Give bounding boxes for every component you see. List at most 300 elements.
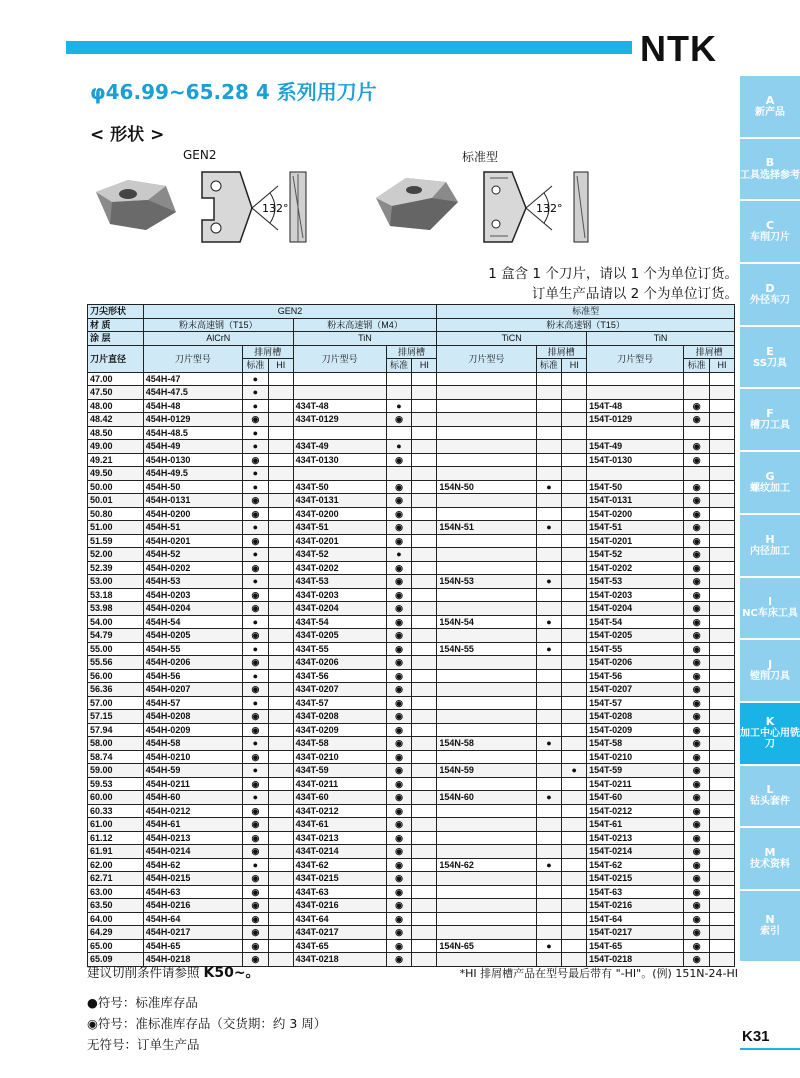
cell-std-ticn-model — [437, 453, 536, 467]
cell-gen2-t15-hi — [268, 831, 293, 845]
cell-std-ticn-hi — [562, 737, 587, 751]
coating-c: TiCN — [437, 332, 587, 346]
table-row — [88, 548, 735, 562]
sidebar-tab-label: 车削刀片 — [750, 232, 790, 244]
cell-std-ticn-hi — [562, 723, 587, 737]
cell-std-tin-hi — [710, 656, 735, 670]
cell-diameter: 56.36 — [88, 683, 144, 697]
cell-gen2-m4-model: 434T-64 — [293, 912, 386, 926]
cell-std-ticn-std — [536, 426, 562, 440]
cell-diameter: 57.15 — [88, 710, 144, 724]
col-hi: HI — [412, 359, 437, 373]
cell-std-ticn-model: 154N-62 — [437, 858, 536, 872]
sidebar-tab-letter: B — [765, 156, 775, 170]
cell-diameter: 53.00 — [88, 575, 144, 589]
cell-diameter: 48.00 — [88, 399, 144, 413]
cell-std-ticn-std: ● — [536, 642, 562, 656]
cell-std-ticn-hi — [562, 912, 587, 926]
cell-gen2-m4-hi — [412, 683, 437, 697]
cell-std-tin-std: ◉ — [684, 561, 710, 575]
cell-gen2-m4-hi — [412, 831, 437, 845]
cell-std-tin-std: ◉ — [684, 831, 710, 845]
cell-std-tin-std: ◉ — [684, 615, 710, 629]
table-row — [88, 683, 735, 697]
cell-std-ticn-std — [536, 764, 562, 778]
cell-gen2-t15-model: 454H-0200 — [143, 507, 242, 521]
cell-std-ticn-std — [536, 602, 562, 616]
cell-gen2-t15-hi — [268, 494, 293, 508]
cell-gen2-t15-model: 454H-0215 — [143, 872, 242, 886]
cell-std-ticn-model — [437, 588, 536, 602]
sidebar-tab-c[interactable] — [740, 201, 800, 264]
cell-std-ticn-model — [437, 818, 536, 832]
cell-std-tin-model: 154T-0129 — [587, 413, 684, 427]
cell-gen2-m4-hi — [412, 723, 437, 737]
cell-gen2-m4-model: 434T-63 — [293, 885, 386, 899]
coating-d: TiN — [587, 332, 735, 346]
cell-std-tin-hi — [710, 926, 735, 940]
cell-std-ticn-hi — [562, 413, 587, 427]
cell-diameter: 60.00 — [88, 791, 144, 805]
cell-gen2-m4-std: ◉ — [386, 764, 412, 778]
table-row — [88, 831, 735, 845]
cell-std-tin-model: 154T-0212 — [587, 804, 684, 818]
cell-gen2-m4-hi — [412, 656, 437, 670]
cell-std-ticn-model — [437, 899, 536, 913]
cell-gen2-t15-std: ◉ — [242, 818, 268, 832]
table-row — [88, 818, 735, 832]
cell-gen2-t15-model: 454H-0211 — [143, 777, 242, 791]
col-groove: 排屑槽 — [536, 345, 587, 359]
cell-std-tin-std: ◉ — [684, 453, 710, 467]
sidebar-tab-h[interactable] — [740, 515, 800, 578]
cell-std-tin-model: 154T-63 — [587, 885, 684, 899]
cell-gen2-m4-hi — [412, 561, 437, 575]
order-note-1: 1 盒含 1 个刀片，请以 1 个为单位订货。 — [488, 266, 738, 282]
cell-std-ticn-model — [437, 426, 536, 440]
cell-gen2-t15-std: ● — [242, 575, 268, 589]
cell-std-tin-std — [684, 426, 710, 440]
cell-gen2-t15-std: ◉ — [242, 845, 268, 859]
cell-std-ticn-hi — [562, 615, 587, 629]
cell-gen2-t15-hi — [268, 615, 293, 629]
cell-gen2-t15-model: 454H-0216 — [143, 899, 242, 913]
cell-std-ticn-model — [437, 953, 536, 967]
cell-std-tin-hi — [710, 399, 735, 413]
table-row — [88, 804, 735, 818]
cell-gen2-m4-std: ◉ — [386, 899, 412, 913]
table-row — [88, 939, 735, 953]
cell-gen2-m4-std: ◉ — [386, 413, 412, 427]
cell-gen2-t15-std: ◉ — [242, 953, 268, 967]
cell-gen2-t15-std: ● — [242, 642, 268, 656]
sidebar-tab-j[interactable] — [740, 640, 800, 703]
table-row — [88, 521, 735, 535]
cell-std-ticn-hi — [562, 926, 587, 940]
cell-gen2-t15-std: ◉ — [242, 683, 268, 697]
cell-gen2-t15-std: ● — [242, 386, 268, 400]
sidebar-tab-d[interactable] — [740, 264, 800, 327]
cell-std-tin-hi — [710, 534, 735, 548]
gen2-insert-drawing — [200, 168, 320, 246]
cell-diameter: 56.00 — [88, 669, 144, 683]
cell-std-tin-model — [587, 386, 684, 400]
cell-std-tin-hi — [710, 912, 735, 926]
legend-order: 无符号：订单生产品 — [87, 1037, 200, 1052]
cell-gen2-t15-std: ● — [242, 669, 268, 683]
table-row — [88, 764, 735, 778]
cell-std-ticn-std — [536, 696, 562, 710]
cell-gen2-t15-model: 454H-49 — [143, 440, 242, 454]
gen2-label: GEN2 — [183, 148, 217, 162]
cell-std-ticn-std — [536, 818, 562, 832]
cell-std-ticn-model — [437, 467, 536, 481]
cell-gen2-t15-model: 454H-64 — [143, 912, 242, 926]
cell-std-ticn-hi — [562, 399, 587, 413]
cell-gen2-t15-std: ◉ — [242, 750, 268, 764]
cell-std-tin-std: ◉ — [684, 818, 710, 832]
cell-std-ticn-model — [437, 629, 536, 643]
cell-gen2-m4-model: 434T-65 — [293, 939, 386, 953]
cell-std-ticn-model — [437, 507, 536, 521]
cell-std-ticn-std — [536, 399, 562, 413]
cell-gen2-t15-model: 454H-56 — [143, 669, 242, 683]
cell-gen2-t15-hi — [268, 683, 293, 697]
cell-gen2-t15-hi — [268, 858, 293, 872]
cell-gen2-m4-hi — [412, 845, 437, 859]
cell-gen2-t15-std: ◉ — [242, 710, 268, 724]
sidebar-tab-n[interactable] — [740, 891, 800, 963]
table-row — [88, 588, 735, 602]
col-model: 刀片型号 — [143, 345, 242, 372]
cell-std-ticn-model — [437, 696, 536, 710]
cell-gen2-m4-hi — [412, 750, 437, 764]
cell-diameter: 60.33 — [88, 804, 144, 818]
cell-std-tin-hi — [710, 818, 735, 832]
cell-gen2-t15-hi — [268, 629, 293, 643]
sidebar-tab-a[interactable] — [740, 76, 800, 139]
cell-gen2-m4-hi — [412, 386, 437, 400]
cutting-ref-link: K50~。 — [203, 965, 260, 981]
cell-std-tin-model: 154T-50 — [587, 480, 684, 494]
cell-std-tin-model: 154T-0215 — [587, 872, 684, 886]
cell-diameter: 49.00 — [88, 440, 144, 454]
row-label-material: 材 质 — [88, 318, 144, 332]
cell-std-ticn-model: 154N-60 — [437, 791, 536, 805]
cell-std-tin-std: ◉ — [684, 399, 710, 413]
cell-gen2-t15-model: 454H-0203 — [143, 588, 242, 602]
cell-gen2-t15-hi — [268, 507, 293, 521]
cell-std-tin-std: ◉ — [684, 683, 710, 697]
cell-std-ticn-hi — [562, 872, 587, 886]
cell-gen2-t15-hi — [268, 548, 293, 562]
table-row — [88, 791, 735, 805]
cell-std-ticn-std — [536, 413, 562, 427]
cell-gen2-t15-hi — [268, 912, 293, 926]
cell-std-tin-hi — [710, 683, 735, 697]
cell-std-tin-hi — [710, 696, 735, 710]
cell-std-ticn-hi — [562, 494, 587, 508]
page-number-underline — [740, 1048, 800, 1050]
cell-std-tin-std: ◉ — [684, 548, 710, 562]
cell-gen2-m4-model: 434T-0203 — [293, 588, 386, 602]
sidebar-tab-e[interactable] — [740, 327, 800, 390]
cell-diameter: 63.50 — [88, 899, 144, 913]
cell-std-ticn-std — [536, 453, 562, 467]
cell-gen2-m4-hi — [412, 588, 437, 602]
cell-gen2-m4-hi — [412, 440, 437, 454]
cell-std-ticn-std — [536, 953, 562, 967]
table-row — [88, 629, 735, 643]
cell-std-tin-hi — [710, 669, 735, 683]
sidebar-tab-label: 加工中心用铣刀 — [740, 728, 800, 751]
sidebar-tab-l[interactable] — [740, 766, 800, 829]
cell-gen2-t15-hi — [268, 764, 293, 778]
cell-gen2-m4-model: 434T-56 — [293, 669, 386, 683]
cell-gen2-t15-hi — [268, 386, 293, 400]
table-row — [88, 453, 735, 467]
cell-std-tin-hi — [710, 777, 735, 791]
cell-std-ticn-model — [437, 845, 536, 859]
cell-diameter: 53.98 — [88, 602, 144, 616]
cell-gen2-t15-std: ◉ — [242, 885, 268, 899]
cell-gen2-m4-model: 434T-51 — [293, 521, 386, 535]
cell-gen2-t15-std: ◉ — [242, 413, 268, 427]
cell-std-tin-hi — [710, 642, 735, 656]
cell-diameter: 48.42 — [88, 413, 144, 427]
cell-gen2-m4-hi — [412, 507, 437, 521]
cell-gen2-t15-model: 454H-0201 — [143, 534, 242, 548]
cell-gen2-m4-hi — [412, 413, 437, 427]
cell-gen2-m4-model: 434T-53 — [293, 575, 386, 589]
cell-std-ticn-std — [536, 561, 562, 575]
cell-gen2-t15-model: 454H-54 — [143, 615, 242, 629]
cell-gen2-t15-hi — [268, 372, 293, 386]
cell-diameter: 59.53 — [88, 777, 144, 791]
cell-std-tin-hi — [710, 750, 735, 764]
cell-gen2-t15-model: 454H-0205 — [143, 629, 242, 643]
cell-diameter: 52.39 — [88, 561, 144, 575]
cell-gen2-m4-std — [386, 426, 412, 440]
sidebar-tab-g[interactable] — [740, 452, 800, 515]
table-row — [88, 372, 735, 386]
cell-gen2-m4-model: 434T-0218 — [293, 953, 386, 967]
sidebar-tab-m[interactable] — [740, 828, 800, 891]
cell-gen2-m4-hi — [412, 615, 437, 629]
cell-diameter: 53.18 — [88, 588, 144, 602]
cell-gen2-m4-hi — [412, 885, 437, 899]
cell-gen2-t15-std: ◉ — [242, 507, 268, 521]
material-b: 粉末高速钢（M4） — [293, 318, 437, 332]
cell-std-tin-hi — [710, 872, 735, 886]
cell-std-tin-std — [684, 386, 710, 400]
cell-std-tin-model: 154T-62 — [587, 858, 684, 872]
cell-std-tin-hi — [710, 561, 735, 575]
col-diameter: 刀片直径 — [88, 345, 144, 372]
cell-std-tin-std: ◉ — [684, 858, 710, 872]
cell-std-tin-std: ◉ — [684, 750, 710, 764]
coating-a: AlCrN — [143, 332, 293, 346]
cell-gen2-t15-std: ◉ — [242, 629, 268, 643]
cell-gen2-m4-std: ◉ — [386, 723, 412, 737]
cell-gen2-m4-hi — [412, 669, 437, 683]
cell-diameter: 52.00 — [88, 548, 144, 562]
cell-gen2-m4-model: 434T-0205 — [293, 629, 386, 643]
cell-std-tin-hi — [710, 858, 735, 872]
sidebar — [740, 76, 800, 963]
cell-gen2-t15-model: 454H-0202 — [143, 561, 242, 575]
cell-std-tin-std: ◉ — [684, 804, 710, 818]
cell-gen2-m4-model: 434T-0207 — [293, 683, 386, 697]
cell-diameter: 58.00 — [88, 737, 144, 751]
cell-gen2-m4-std: ◉ — [386, 804, 412, 818]
cell-std-ticn-model — [437, 872, 536, 886]
cell-std-ticn-hi — [562, 575, 587, 589]
cell-std-tin-model: 154T-0207 — [587, 683, 684, 697]
cell-gen2-m4-model: 434T-0209 — [293, 723, 386, 737]
cell-gen2-m4-model — [293, 467, 386, 481]
cell-gen2-m4-std: ◉ — [386, 480, 412, 494]
cell-gen2-m4-hi — [412, 494, 437, 508]
table-row — [88, 885, 735, 899]
cell-gen2-m4-model: 434T-0206 — [293, 656, 386, 670]
cell-gen2-m4-hi — [412, 399, 437, 413]
col-hi: HI — [268, 359, 293, 373]
cell-std-tin-std: ◉ — [684, 629, 710, 643]
cell-std-tin-model: 154T-0201 — [587, 534, 684, 548]
table-row — [88, 561, 735, 575]
cell-std-ticn-model: 154N-54 — [437, 615, 536, 629]
cell-gen2-t15-hi — [268, 696, 293, 710]
cell-std-tin-model: 154T-0203 — [587, 588, 684, 602]
sidebar-tab-k[interactable] — [740, 703, 800, 766]
cell-std-tin-hi — [710, 845, 735, 859]
cell-gen2-m4-hi — [412, 467, 437, 481]
cell-gen2-m4-hi — [412, 548, 437, 562]
cell-gen2-t15-hi — [268, 642, 293, 656]
sidebar-tab-i[interactable] — [740, 578, 800, 641]
cell-std-tin-hi — [710, 723, 735, 737]
cell-std-tin-model: 154T-57 — [587, 696, 684, 710]
cell-gen2-t15-hi — [268, 791, 293, 805]
cutting-ref-text: 建议切削条件请参照 — [87, 965, 200, 980]
col-std: 标准 — [684, 359, 710, 373]
cell-gen2-t15-model: 454H-0131 — [143, 494, 242, 508]
cell-std-tin-model: 154T-0214 — [587, 845, 684, 859]
table-row — [88, 858, 735, 872]
cell-gen2-t15-hi — [268, 669, 293, 683]
cell-std-tin-hi — [710, 737, 735, 751]
cell-gen2-m4-std: ◉ — [386, 696, 412, 710]
cell-gen2-t15-hi — [268, 521, 293, 535]
sidebar-tab-label: 索引 — [760, 926, 780, 938]
cell-std-tin-model: 154T-64 — [587, 912, 684, 926]
col-groove: 排屑槽 — [242, 345, 293, 359]
cell-gen2-m4-model — [293, 372, 386, 386]
cell-std-tin-hi — [710, 426, 735, 440]
material-c: 粉末高速钢（T15） — [437, 318, 735, 332]
coating-b: TiN — [293, 332, 437, 346]
cell-gen2-t15-model: 454H-0208 — [143, 710, 242, 724]
cell-std-ticn-hi — [562, 683, 587, 697]
cell-gen2-m4-model: 434T-0211 — [293, 777, 386, 791]
cell-std-ticn-hi — [562, 696, 587, 710]
table-row — [88, 737, 735, 751]
cell-gen2-m4-model: 434T-0215 — [293, 872, 386, 886]
cell-std-tin-std: ◉ — [684, 480, 710, 494]
insert-table — [87, 304, 735, 967]
cell-gen2-m4-model — [293, 426, 386, 440]
cell-gen2-t15-std: ● — [242, 426, 268, 440]
col-model: 刀片型号 — [293, 345, 386, 372]
cell-gen2-t15-hi — [268, 561, 293, 575]
cell-diameter: 54.00 — [88, 615, 144, 629]
sidebar-tab-b[interactable] — [740, 139, 800, 202]
cell-std-ticn-model — [437, 534, 536, 548]
cell-gen2-m4-std: ◉ — [386, 710, 412, 724]
sidebar-tab-label: 内径加工 — [750, 545, 790, 557]
sidebar-tab-label: NC车床工具 — [742, 608, 798, 620]
cell-gen2-t15-std: ◉ — [242, 723, 268, 737]
cell-std-ticn-hi — [562, 561, 587, 575]
cell-std-tin-std: ◉ — [684, 575, 710, 589]
sidebar-tab-f[interactable] — [740, 389, 800, 452]
cell-std-ticn-hi — [562, 521, 587, 535]
cell-std-ticn-std — [536, 831, 562, 845]
cell-std-ticn-hi — [562, 899, 587, 913]
cell-std-ticn-std — [536, 750, 562, 764]
cell-std-ticn-std — [536, 669, 562, 683]
cell-gen2-m4-hi — [412, 804, 437, 818]
cell-std-ticn-model — [437, 926, 536, 940]
cell-diameter: 47.00 — [88, 372, 144, 386]
cell-std-tin-model: 154T-53 — [587, 575, 684, 589]
cell-std-ticn-hi — [562, 831, 587, 845]
cell-std-ticn-hi — [562, 804, 587, 818]
cell-gen2-t15-model: 454H-0214 — [143, 845, 242, 859]
cell-diameter: 55.00 — [88, 642, 144, 656]
cell-diameter: 64.00 — [88, 912, 144, 926]
cell-std-tin-std: ◉ — [684, 440, 710, 454]
sidebar-tab-label: 槽刀工具 — [750, 420, 790, 432]
cell-diameter: 64.29 — [88, 926, 144, 940]
cell-gen2-t15-model: 454H-61 — [143, 818, 242, 832]
standard-angle-label: 132° — [536, 202, 563, 215]
cell-gen2-m4-hi — [412, 899, 437, 913]
cell-std-ticn-std — [536, 548, 562, 562]
cell-diameter: 62.00 — [88, 858, 144, 872]
row-label-tip: 刀尖形状 — [88, 305, 144, 319]
cell-gen2-t15-std: ● — [242, 791, 268, 805]
cell-std-ticn-hi — [562, 453, 587, 467]
cell-std-ticn-hi — [562, 534, 587, 548]
cell-gen2-m4-hi — [412, 521, 437, 535]
section-subtitle: < 形状 > — [90, 125, 165, 145]
cell-std-ticn-std — [536, 723, 562, 737]
cell-std-ticn-model — [437, 710, 536, 724]
cell-gen2-t15-model: 454H-59 — [143, 764, 242, 778]
cell-gen2-t15-model: 454H-0218 — [143, 953, 242, 967]
cell-gen2-t15-hi — [268, 872, 293, 886]
cell-gen2-t15-hi — [268, 588, 293, 602]
cell-std-tin-hi — [710, 615, 735, 629]
cell-std-tin-std: ◉ — [684, 926, 710, 940]
cell-gen2-t15-model: 454H-48 — [143, 399, 242, 413]
cell-gen2-m4-std: ◉ — [386, 872, 412, 886]
cell-std-tin-model: 154T-0218 — [587, 953, 684, 967]
cell-gen2-m4-hi — [412, 737, 437, 751]
cell-gen2-m4-hi — [412, 710, 437, 724]
